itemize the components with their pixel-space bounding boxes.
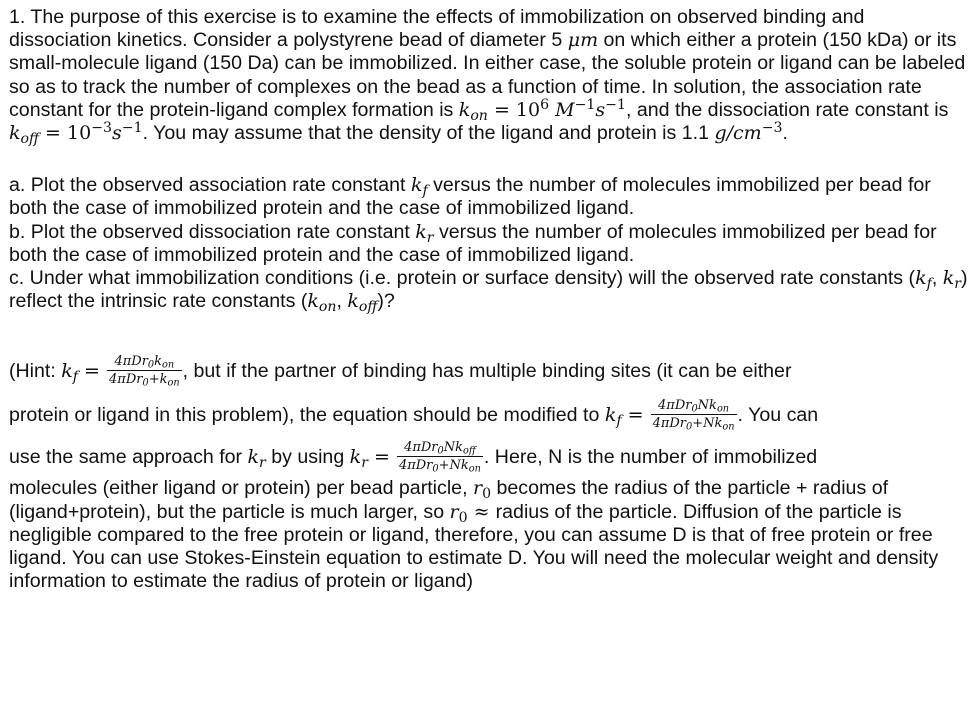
koff-symbol: k bbox=[9, 122, 21, 145]
kr-subscript: r bbox=[954, 275, 961, 292]
density-unit: g/cm bbox=[714, 122, 762, 145]
den-sub: on bbox=[722, 421, 735, 433]
num-text: k bbox=[154, 353, 163, 369]
fraction-numerator bbox=[397, 440, 483, 457]
kf-subscript: f bbox=[72, 369, 79, 386]
den-sub: 0 bbox=[686, 421, 693, 433]
part-a-text-1: a. Plot the observed association rate constant bbox=[9, 174, 411, 197]
koff-exponent: −3 bbox=[91, 119, 113, 136]
num-sub: off bbox=[463, 445, 476, 457]
hint-text: protein or ligand in this problem), the equation should be modified to bbox=[9, 404, 605, 427]
kf-symbol: k bbox=[410, 174, 423, 197]
kr-symbol: k bbox=[415, 220, 427, 243]
kf-modified-fraction bbox=[651, 398, 737, 431]
hint-line-2 bbox=[9, 393, 971, 437]
den-text: 4πDr bbox=[398, 457, 433, 473]
hint-text: use the same approach for bbox=[9, 446, 248, 469]
hint-text: . Here, N is the number of immobilized bbox=[483, 446, 818, 469]
density-exponent: −3 bbox=[761, 119, 783, 136]
hint-text: (Hint: bbox=[9, 360, 62, 383]
comma: , bbox=[336, 290, 348, 313]
den-sub: 0 bbox=[432, 463, 439, 475]
num-text: 4πDr bbox=[404, 439, 438, 455]
koff-symbol: k bbox=[347, 290, 359, 313]
num-sub: 0 bbox=[147, 359, 155, 371]
hint-line-1 bbox=[9, 349, 971, 393]
r0-subscript: 0 bbox=[482, 486, 492, 503]
kf-symbol: k bbox=[915, 267, 927, 290]
comma: , bbox=[931, 267, 943, 290]
intro-text-4: . You may assume that the density of the ligand and protein is 1.1 bbox=[142, 122, 715, 145]
hint-text: by using bbox=[265, 446, 350, 469]
num-text: Nk bbox=[443, 439, 463, 455]
part-c-text-3: )? bbox=[377, 290, 395, 313]
kr-symbol: k bbox=[349, 446, 362, 469]
kf-subscript: f bbox=[616, 413, 622, 430]
fraction-denominator bbox=[651, 415, 737, 431]
spacer bbox=[9, 313, 971, 349]
hint-text: radius of the particle. Diffusion of the particle is negligible compared to the free protein or ligand, therefore, you can assume D is that of free protein or free ligand. You can use Stokes-Einstein equation to estimate D. You will need the molecular weight and density information to estimate the radius of protein or ligand) bbox=[9, 500, 939, 593]
r0-symbol: r bbox=[449, 500, 459, 523]
num-text: 4πDr bbox=[658, 397, 692, 413]
koff-unit-exponent: −1 bbox=[121, 119, 143, 136]
den-sub: on bbox=[167, 377, 180, 389]
hint-rest bbox=[9, 477, 971, 593]
part-b bbox=[9, 221, 971, 267]
kon-unit-s-exponent: −1 bbox=[605, 96, 626, 113]
intro-text-5: . bbox=[782, 122, 788, 145]
problem-intro bbox=[9, 6, 971, 145]
kr-symbol: k bbox=[247, 446, 260, 469]
kon-subscript: on bbox=[318, 299, 337, 316]
den-text: 4πDr bbox=[652, 415, 687, 431]
koff-unit-s: s bbox=[112, 122, 122, 145]
fraction-denominator bbox=[107, 371, 182, 387]
part-b-text-1: b. Plot the observed dissociation rate constant bbox=[9, 220, 416, 243]
part-a-text-2: versus the number of molecules immobilized per bead for both the case of immobilized protein and the case of immobilized ligand. bbox=[9, 174, 931, 220]
part-a bbox=[9, 174, 971, 220]
num-text: Nk bbox=[697, 397, 717, 413]
den-text: 4πDr bbox=[109, 371, 143, 387]
kr-subscript: r bbox=[259, 455, 266, 472]
kon-exponent: 6 bbox=[540, 96, 550, 113]
fraction-numerator bbox=[107, 354, 182, 371]
num-sub: 0 bbox=[437, 445, 444, 457]
hint-line-3 bbox=[9, 437, 971, 477]
hint-text: , but if the partner of binding has multiple binding sites (it can be either bbox=[182, 360, 792, 383]
hint-text: becomes the radius of the particle + radius of (ligand+protein), but the particle is much larger, so bbox=[9, 477, 889, 523]
kf-fraction bbox=[107, 354, 182, 387]
micrometer-unit: μm bbox=[567, 29, 599, 52]
kon-unit-m: M bbox=[549, 98, 575, 121]
r0-symbol: r bbox=[472, 477, 483, 500]
kon-symbol: k bbox=[307, 290, 319, 313]
kon-subscript: on bbox=[470, 107, 488, 124]
den-text: +Nk bbox=[692, 415, 723, 431]
equals-sign: = bbox=[78, 360, 107, 383]
den-text: +Nk bbox=[438, 457, 469, 473]
kf-subscript: f bbox=[422, 183, 428, 200]
hint-text: molecules (either ligand or protein) per bead particle, bbox=[9, 477, 473, 500]
kon-unit-s: s bbox=[595, 98, 606, 121]
den-text: +k bbox=[148, 371, 168, 387]
kon-symbol: k bbox=[458, 98, 471, 121]
kf-symbol: k bbox=[61, 360, 73, 383]
intro-text-2: on which either a protein (150 kDa) or its small-molecule ligand (150 Da) can be immobilized. In either case, the soluble protein or ligand can be labeled so as to track the number of complexes on the bead as a function of time. In solution, the association rate constant for the protein-ligand complex formation is bbox=[9, 29, 966, 121]
intro-text-1: 1. The purpose of this exercise is to examine the effects of immobilization on observed binding and dissociation kinetics. Consider a polystyrene bead of diameter 5 bbox=[9, 6, 865, 52]
part-b-text-2: versus the number of molecules immobilized per bead for both the case of immobilized protein and the case of immobilized ligand. bbox=[9, 220, 937, 266]
kf-symbol: k bbox=[604, 404, 617, 427]
kf-subscript: f bbox=[926, 275, 932, 292]
koff-subscript: off bbox=[358, 299, 378, 316]
den-sub: on bbox=[468, 463, 481, 475]
kon-unit-m-exponent: −1 bbox=[574, 96, 596, 113]
fraction-numerator bbox=[651, 398, 737, 415]
num-text: 4πDr bbox=[114, 353, 148, 369]
fraction-denominator bbox=[397, 457, 483, 473]
r0-subscript: 0 bbox=[458, 509, 468, 526]
koff-value: = 10 bbox=[39, 122, 92, 145]
equals-sign: = bbox=[367, 446, 396, 469]
num-sub: 0 bbox=[691, 403, 698, 415]
part-c bbox=[9, 267, 971, 316]
kr-subscript: r bbox=[361, 455, 368, 472]
kr-fraction bbox=[397, 440, 483, 473]
part-c-text-2: ) reflect the intrinsic rate constants ( bbox=[9, 267, 968, 313]
hint-text: . You can bbox=[737, 404, 819, 427]
num-sub: on bbox=[716, 403, 730, 415]
kon-value: = 10 bbox=[487, 98, 541, 121]
num-sub: on bbox=[162, 359, 175, 371]
kr-symbol: k bbox=[942, 267, 955, 290]
approx-sign: ≈ bbox=[467, 500, 496, 523]
intro-text-3: , and the dissociation rate constant is bbox=[625, 98, 949, 121]
koff-subscript: off bbox=[20, 130, 40, 147]
part-c-text-1: c. Under what immobilization conditions (i.e. protein or surface density) will the observed rate constants ( bbox=[9, 267, 916, 290]
kr-subscript: r bbox=[426, 229, 434, 246]
den-sub: 0 bbox=[142, 377, 149, 389]
problem-document bbox=[9, 6, 971, 593]
equals-sign: = bbox=[621, 404, 650, 427]
spacer bbox=[9, 145, 971, 174]
